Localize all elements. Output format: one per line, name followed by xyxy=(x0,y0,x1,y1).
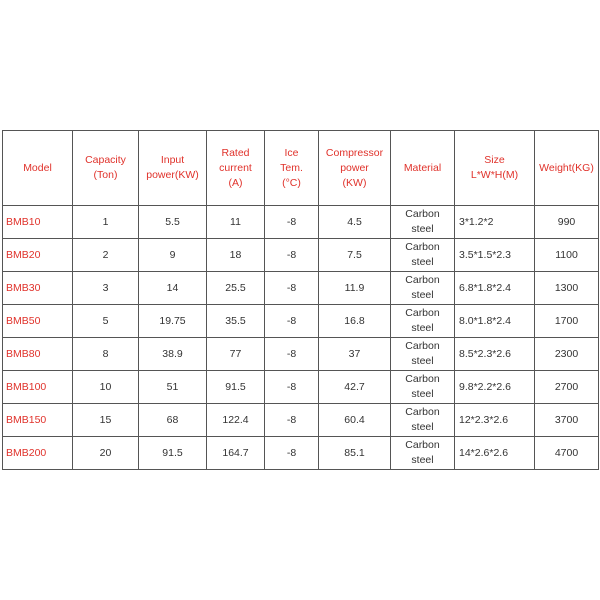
ice-temp-cell: -8 xyxy=(265,305,319,338)
rated-current-cell: 11 xyxy=(207,206,265,239)
material-line: steel xyxy=(411,289,434,301)
material-line: Carbon xyxy=(405,373,440,385)
column-header-compressor-power xyxy=(319,131,391,206)
compressor-power-cell: 4.5 xyxy=(319,206,391,239)
material-line: steel xyxy=(411,322,434,334)
model-cell: BMB30 xyxy=(3,272,73,305)
compressor-power-cell: 11.9 xyxy=(319,272,391,305)
capacity-cell: 15 xyxy=(73,404,139,437)
ice-temp-cell: -8 xyxy=(265,239,319,272)
size-cell: 6.8*1.8*2.4 xyxy=(455,272,535,305)
column-header-line: Model xyxy=(23,161,52,174)
size-cell: 12*2.3*2.6 xyxy=(455,404,535,437)
compressor-power-cell: 16.8 xyxy=(319,305,391,338)
column-header-line: Compressor xyxy=(325,146,384,159)
column-header-line: current xyxy=(219,161,252,174)
ice-temp-cell: -8 xyxy=(265,338,319,371)
material-line: steel xyxy=(411,454,434,466)
material-line: Carbon xyxy=(405,340,440,352)
input-power-cell: 14 xyxy=(139,272,207,305)
table-row xyxy=(3,305,599,338)
input-power-cell: 38.9 xyxy=(139,338,207,371)
column-header-line: (A) xyxy=(228,176,243,189)
column-header-line: Material xyxy=(403,161,442,174)
model-cell: BMB200 xyxy=(3,437,73,470)
column-header-line: Weight(KG) xyxy=(539,161,594,174)
column-header-line: Input xyxy=(160,154,185,166)
weight-cell: 2300 xyxy=(535,338,599,371)
material-line: Carbon xyxy=(405,307,440,319)
rated-current-cell: 122.4 xyxy=(207,404,265,437)
size-cell: 3*1.2*2 xyxy=(455,206,535,239)
capacity-cell: 1 xyxy=(73,206,139,239)
input-power-cell: 51 xyxy=(139,371,207,404)
material-line: Carbon xyxy=(405,241,440,253)
capacity-cell: 3 xyxy=(73,272,139,305)
header-row xyxy=(3,131,599,206)
rated-current-cell: 77 xyxy=(207,338,265,371)
material-line: Carbon xyxy=(405,439,440,451)
column-header-model xyxy=(3,131,73,206)
material-line: Carbon xyxy=(405,406,440,418)
table-row xyxy=(3,437,599,470)
input-power-cell: 91.5 xyxy=(139,437,207,470)
column-header-input-power xyxy=(139,131,207,206)
spec-table xyxy=(2,130,599,470)
column-header-line: Capacity xyxy=(85,154,126,166)
capacity-cell: 20 xyxy=(73,437,139,470)
size-cell: 3.5*1.5*2.3 xyxy=(455,239,535,272)
input-power-cell: 9 xyxy=(139,239,207,272)
weight-cell: 990 xyxy=(535,206,599,239)
ice-temp-cell: -8 xyxy=(265,206,319,239)
column-header-size xyxy=(455,131,535,206)
table-header xyxy=(3,131,599,206)
column-header-material xyxy=(391,131,455,206)
material-cell xyxy=(391,239,455,272)
material-cell xyxy=(391,206,455,239)
material-line: steel xyxy=(411,421,434,433)
weight-cell: 3700 xyxy=(535,404,599,437)
input-power-cell: 5.5 xyxy=(139,206,207,239)
rated-current-cell: 91.5 xyxy=(207,371,265,404)
column-header-line: L*W*H(M) xyxy=(470,169,519,181)
model-cell: BMB20 xyxy=(3,239,73,272)
weight-cell: 2700 xyxy=(535,371,599,404)
capacity-cell: 5 xyxy=(73,305,139,338)
input-power-cell: 19.75 xyxy=(139,305,207,338)
column-header-line: Tem. xyxy=(280,161,303,174)
rated-current-cell: 164.7 xyxy=(207,437,265,470)
ice-temp-cell: -8 xyxy=(265,272,319,305)
compressor-power-cell: 42.7 xyxy=(319,371,391,404)
column-header-line: power(KW) xyxy=(146,169,199,181)
weight-cell: 1700 xyxy=(535,305,599,338)
model-cell: BMB50 xyxy=(3,305,73,338)
material-cell xyxy=(391,305,455,338)
column-header-line: Ice xyxy=(284,146,299,159)
material-line: steel xyxy=(411,388,434,400)
size-cell: 8.5*2.3*2.6 xyxy=(455,338,535,371)
material-line: steel xyxy=(411,256,434,268)
table-body xyxy=(3,206,599,470)
material-line: steel xyxy=(411,355,434,367)
column-header-ice-temp xyxy=(265,131,319,206)
table-row xyxy=(3,206,599,239)
compressor-power-cell: 37 xyxy=(319,338,391,371)
table-row xyxy=(3,272,599,305)
ice-temp-cell: -8 xyxy=(265,437,319,470)
column-header-rated-current xyxy=(207,131,265,206)
column-header-line: power xyxy=(340,161,369,174)
model-cell: BMB100 xyxy=(3,371,73,404)
model-cell: BMB150 xyxy=(3,404,73,437)
column-header-weight xyxy=(535,131,599,206)
size-cell: 8.0*1.8*2.4 xyxy=(455,305,535,338)
compressor-power-cell: 60.4 xyxy=(319,404,391,437)
column-header-line: (Ton) xyxy=(93,169,118,181)
column-header-line: (°C) xyxy=(282,176,301,189)
weight-cell: 1100 xyxy=(535,239,599,272)
size-cell: 9.8*2.2*2.6 xyxy=(455,371,535,404)
material-cell xyxy=(391,437,455,470)
table-row xyxy=(3,338,599,371)
capacity-cell: 10 xyxy=(73,371,139,404)
capacity-cell: 2 xyxy=(73,239,139,272)
input-power-cell: 68 xyxy=(139,404,207,437)
model-cell: BMB10 xyxy=(3,206,73,239)
weight-cell: 4700 xyxy=(535,437,599,470)
material-cell xyxy=(391,338,455,371)
capacity-cell: 8 xyxy=(73,338,139,371)
material-cell xyxy=(391,371,455,404)
compressor-power-cell: 85.1 xyxy=(319,437,391,470)
column-header-line: Size xyxy=(484,154,505,166)
table-row xyxy=(3,371,599,404)
column-header-line: Rated xyxy=(221,146,250,159)
compressor-power-cell: 7.5 xyxy=(319,239,391,272)
ice-temp-cell: -8 xyxy=(265,404,319,437)
ice-temp-cell: -8 xyxy=(265,371,319,404)
material-line: Carbon xyxy=(405,274,440,286)
material-line: steel xyxy=(411,223,434,235)
rated-current-cell: 25.5 xyxy=(207,272,265,305)
material-cell xyxy=(391,272,455,305)
rated-current-cell: 18 xyxy=(207,239,265,272)
size-cell: 14*2.6*2.6 xyxy=(455,437,535,470)
table-row xyxy=(3,239,599,272)
material-cell xyxy=(391,404,455,437)
model-cell: BMB80 xyxy=(3,338,73,371)
table-row xyxy=(3,404,599,437)
material-line: Carbon xyxy=(405,208,440,220)
rated-current-cell: 35.5 xyxy=(207,305,265,338)
column-header-line: (KW) xyxy=(342,176,367,189)
column-header-capacity xyxy=(73,131,139,206)
weight-cell: 1300 xyxy=(535,272,599,305)
